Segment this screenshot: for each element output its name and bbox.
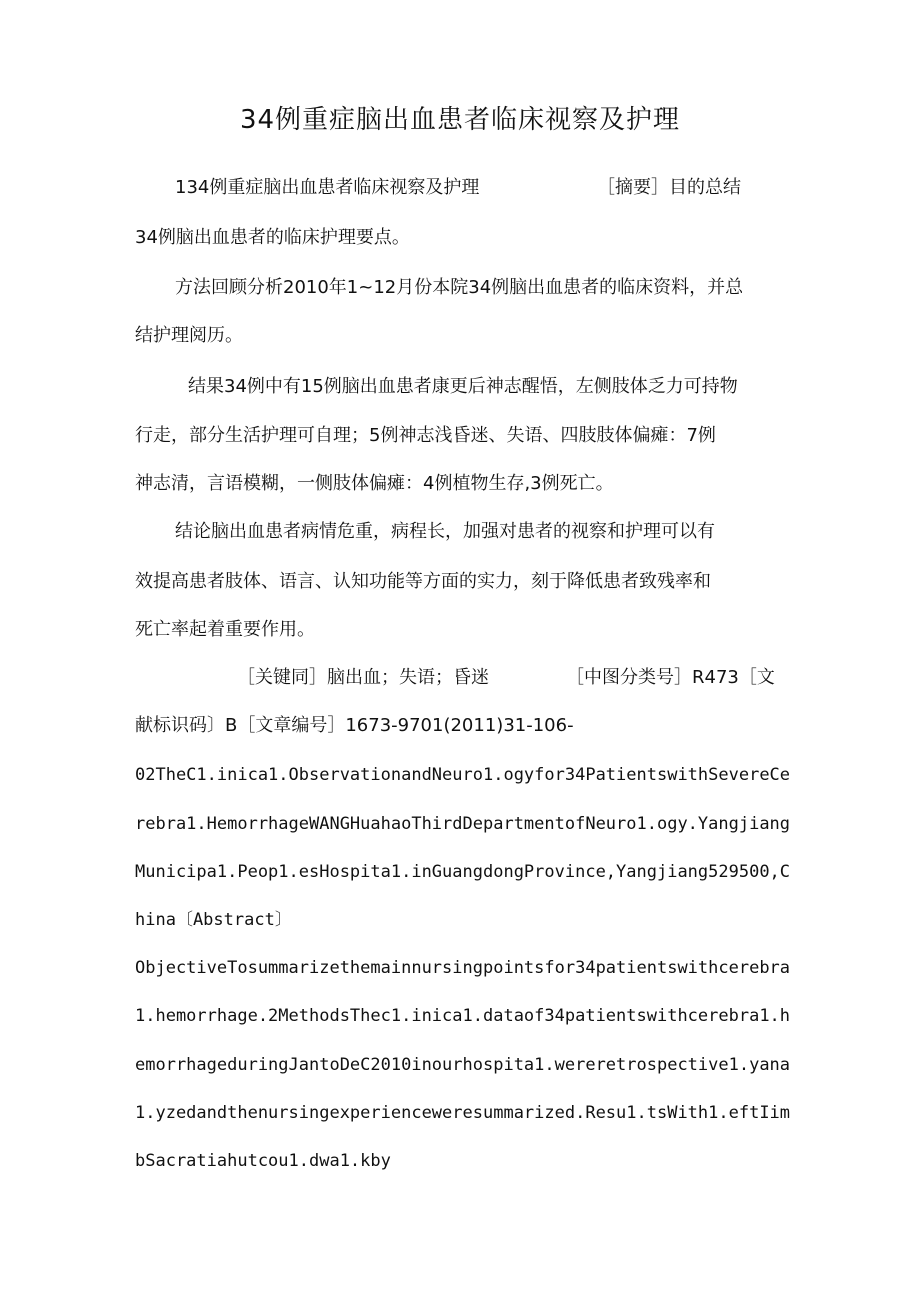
- document-title: 34例重症脑出血患者临床视察及护理: [239, 105, 681, 135]
- text-line: 34例脑出血患者的临床护理要点。: [135, 227, 410, 248]
- text-line: 1.hemorrhage.2MethodsThec1.inica1.dataof34patientswithcerebra1.h: [135, 1006, 791, 1026]
- text-line: ［关键同］脑出血；失语；昏迷: [237, 667, 489, 688]
- text-line: 效提高患者肢体、语言、认知功能等方面的实力，刻于降低患者致残率和: [135, 571, 711, 592]
- text-line: 献标识码〕B［文章编号］1673-9701(2011)31-106-: [135, 715, 574, 736]
- text-line: 死亡率起着重要作用。: [135, 619, 315, 640]
- text-line: ［中图分类号］R473［文: [566, 667, 775, 688]
- text-line: ObjectiveTosummarizethemainnursingpointsfor34patientswithcerebra: [135, 958, 791, 978]
- text-line: 02TheC1.inica1.ObservationandNeuro1.ogyfor34PatientswithSevereCe: [135, 765, 791, 785]
- text-line: rebra1.HemorrhageWANGHuahaoThirdDepartmentofNeuro1.ogy.Yangjiang: [135, 814, 791, 834]
- text-line: ［摘要］目的总结: [597, 177, 741, 198]
- text-line: 结护理阅历。: [135, 325, 243, 346]
- text-line: 结果34例中有15例脑出血患者康更后神志醒悟，左侧肢体乏力可持物: [188, 376, 738, 397]
- text-line: hina〔Abstract〕: [135, 910, 292, 930]
- text-line: 行走，部分生活护理可自理；5例神志浅昏迷、失语、四肢肢体偏瘫：7例: [135, 425, 716, 446]
- text-line: bSacratiahutcou1.dwa1.kby: [135, 1151, 391, 1171]
- text-line: 134例重症脑出血患者临床视察及护理: [175, 177, 480, 198]
- text-line: Municipa1.Peop1.esHospita1.inGuangdongProvince,Yangjiang529500,C: [135, 862, 791, 882]
- text-line: 方法回顾分析2010年1~12月份本院34例脑出血患者的临床资料，并总: [175, 277, 744, 298]
- text-line: 1.yzedandthenursingexperienceweresummarized.Resu1.tsWith1.eftIim: [135, 1103, 791, 1123]
- text-line: emorrhageduringJantoDeC2010inourhospita1.wereretrospective1.yana: [135, 1055, 791, 1075]
- text-line: 结论脑出血患者病情危重，病程长，加强对患者的视察和护理可以有: [175, 521, 715, 542]
- text-line: 神志清，言语模糊，一侧肢体偏瘫：4例植物生存,3例死亡。: [135, 473, 614, 494]
